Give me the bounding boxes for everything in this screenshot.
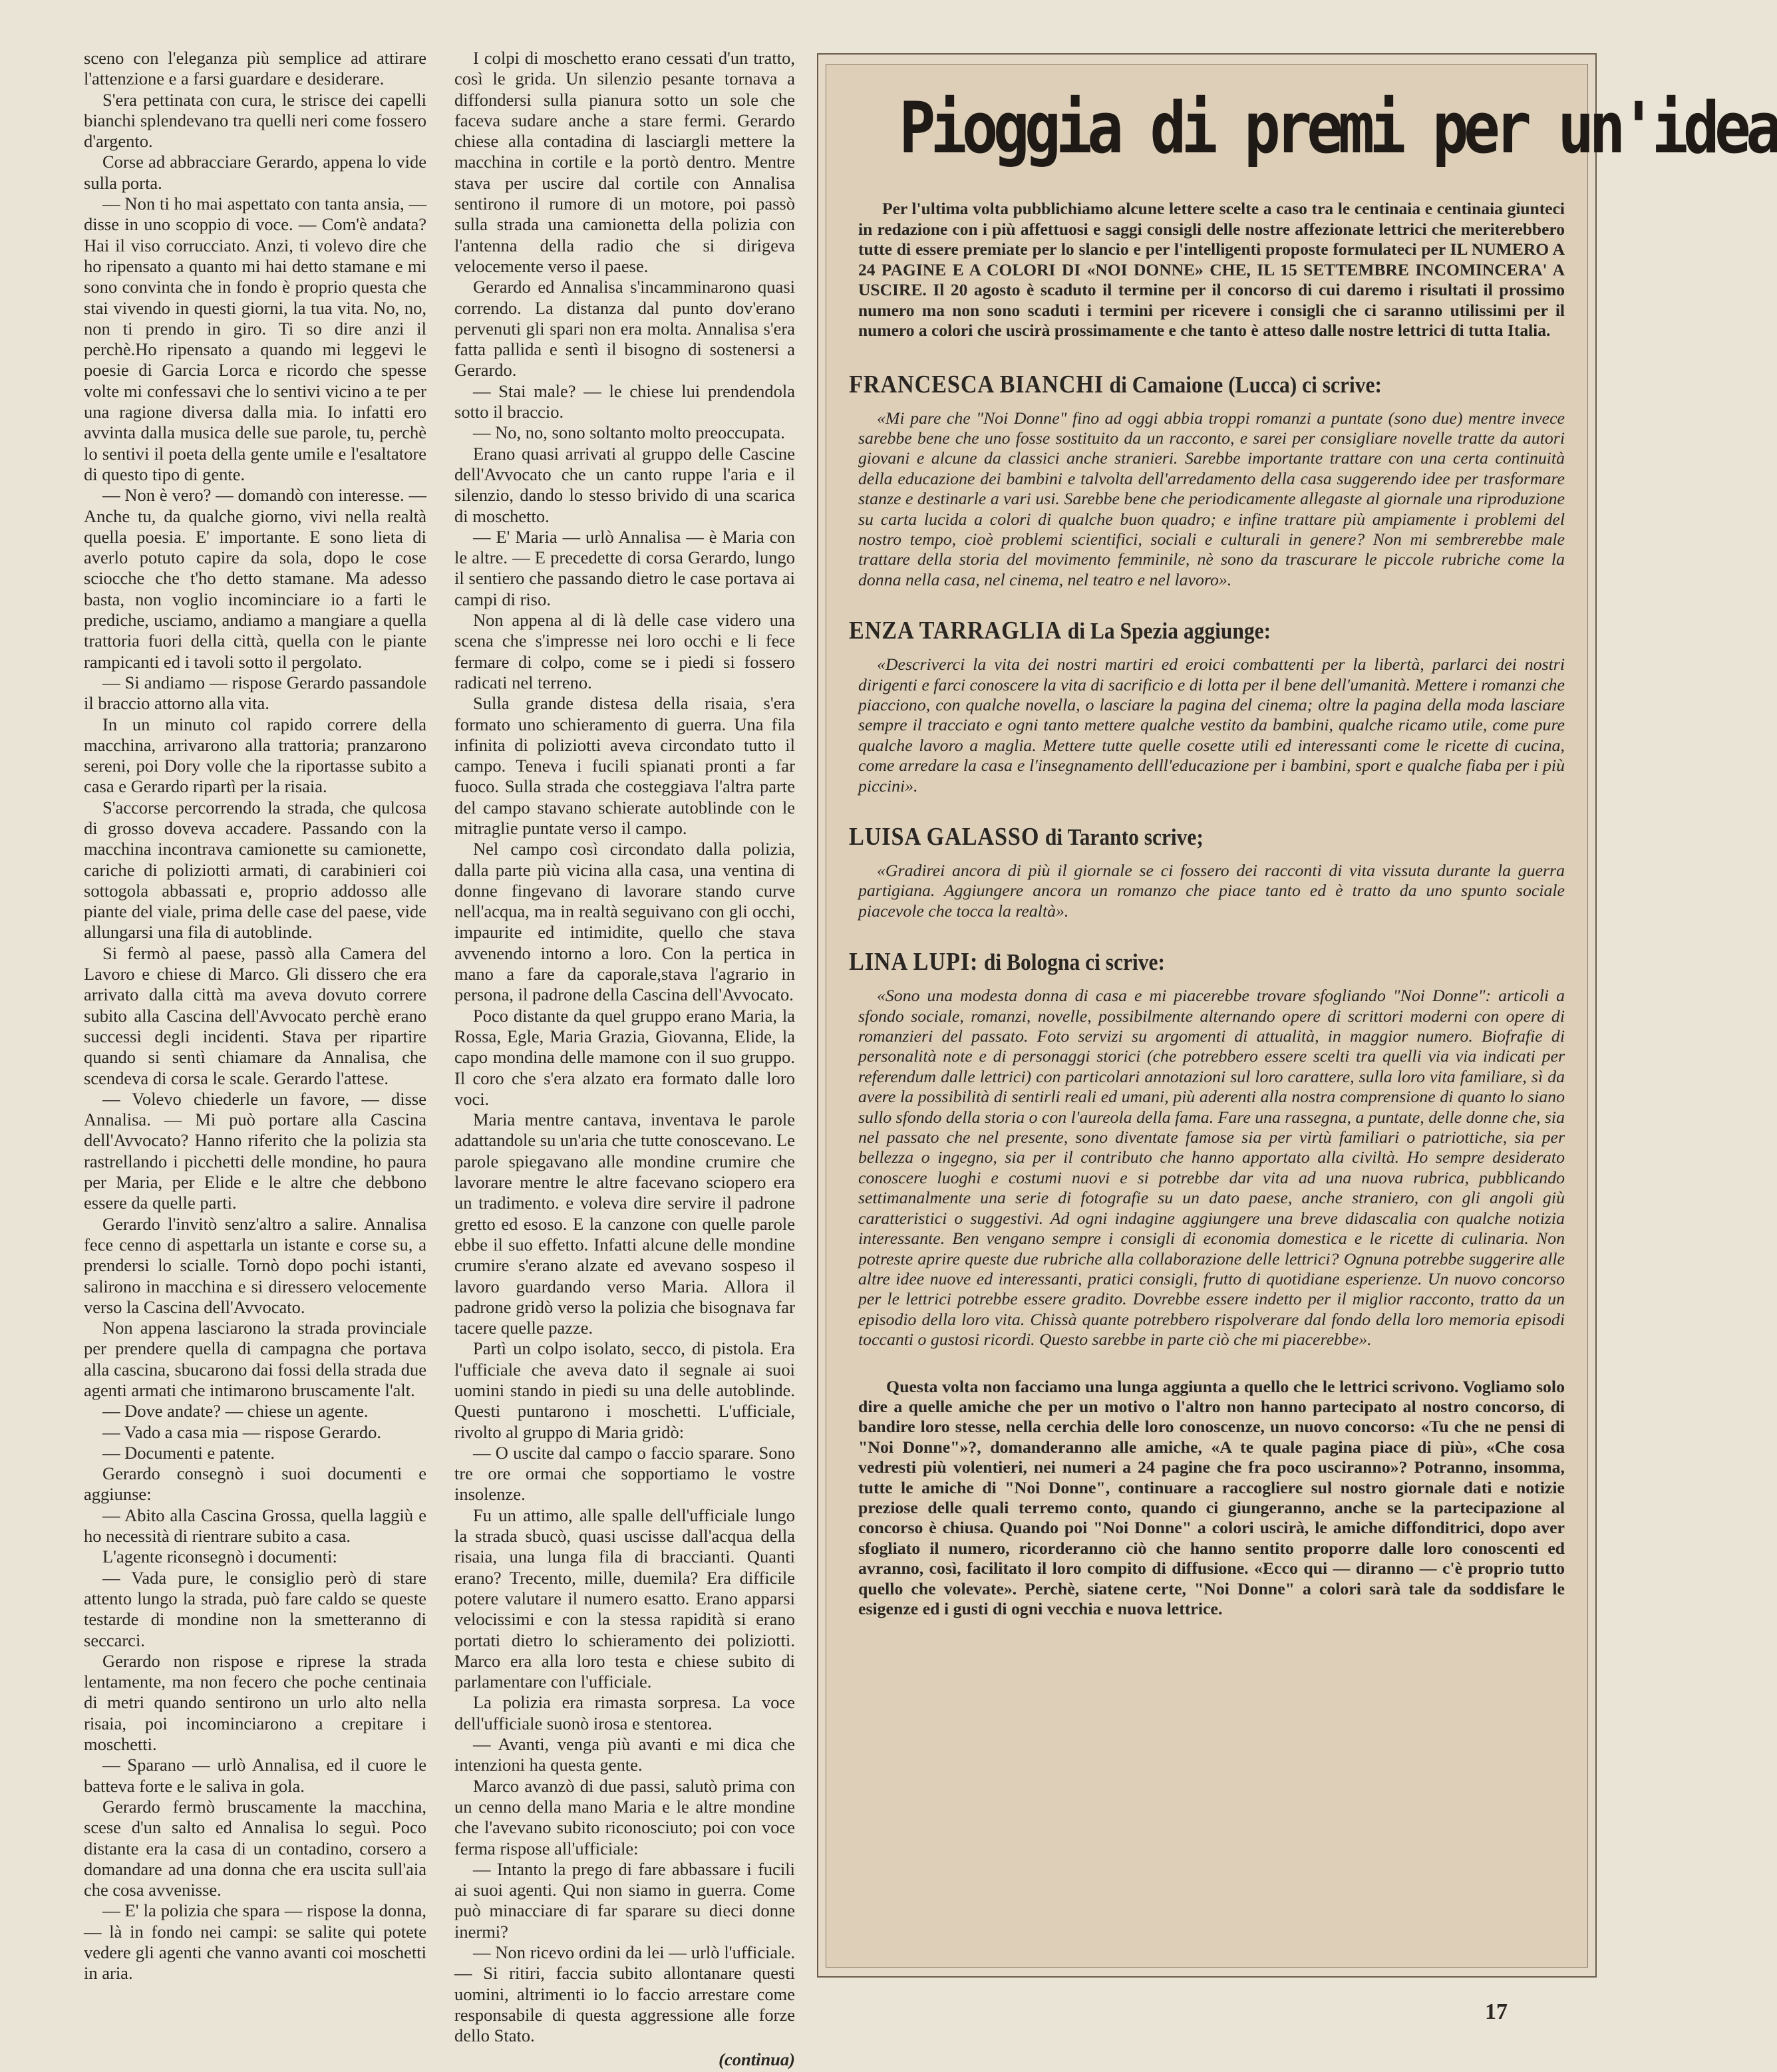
paragraph: L'agente riconsegnò i documenti: (102, 1547, 337, 1567)
paragraph: Nel campo così circondato dalla polizia, dalla parte più vicina alla casa, una ventina di donne fingevano di lavorare stando curve nell'acqua, ma in realtà seguivano con gli occhi, impaurite ed intimidite, quello che stava avvenendo intorno a loro. Con la pertica in mano a fare da caporale,stava l'agrario in persona, il padrone della Cascina dell'Avvocato. (454, 839, 795, 1005)
paragraph: S'accorse percorrendo la strada, che qulcosa di grosso doveva accadere. Passando con la macchina incontrava camionette su camionette, cariche di poliziotti armati, di carabinieri coi sottogola abbassati e, proprio addosso alle piante del viale, prima delle case del paese, vide allungarsi una fila di autoblinde. (84, 797, 426, 943)
paragraph: Non appena lasciarono la strada provinciale per prendere quella di campagna che portava alla cascina, sbucarono dai fossi della strada due agenti armati che intimarono bruscamente l'alt. (84, 1318, 426, 1400)
paragraph: — O uscite dal campo o faccio sparare. Sono tre ore ormai che sopportiamo le vostre insolenze. (454, 1442, 795, 1505)
letter-heading (849, 617, 1493, 645)
paragraph: — Documenti e patente. (102, 1442, 275, 1463)
letter-author: FRANCESCA BIANCHI (849, 370, 1104, 398)
paragraph: — E' Maria — urlò Annalisa — è Maria con le altre. — E precedette di corsa Gerardo, lungo il sentiero che passando dietro le case portava ai campi di riso. (454, 526, 795, 609)
paragraph: Maria mentre cantava, inventava le parole adattandole su un'aria che tutte conoscevano. Le parole spiegavano alle mondine crumire che lavorare mentre le altre facevano sciopero era un tradimento. e voleva dire servire il padrone gretto ed esoso. E la canzone con quelle parole ebbe il suo effetto. Infatti alcune delle mondine crumire s'erano alzate ed avevano sospeso il lavoro guardando verso Maria. Allora il padrone gridò verso la polizia che bisognava far tacere quelle pazze. (454, 1110, 795, 1338)
story-column-left (84, 48, 426, 1984)
paragraph: — Intanto la prego di fare abbassare i fucili ai suoi agenti. Qui non siamo in guerra. Come può minacciare di far sparare su dieci donne inermi? (454, 1858, 795, 1942)
paragraph: Gerardo consegnò i suoi documenti e aggiunse: (84, 1463, 426, 1505)
paragraph: — Si andiamo — rispose Gerardo passandole il braccio attorno alla vita. (84, 672, 426, 714)
letter-text: «Descriverci la vita dei nostri martiri ed eroici combattenti per la libertà, parlarci dei nostri dirigenti e farci conoscere la vita di sacrificio e di lotta per il bene dell'umanità. Mettere i romanzi che piacciono, con qualche novella, o lasciare la pagina del cinema; oltre la pagina della moda lasciare sempre il tracciato e ogni tanto mettere qualche vestito da bambini, qualche ricamo utile, come pure qualche lavoro a maglia. Mettere tutte quelle cosette utili ed interessanti come le ricette di cucina, come arredare la casa e l'insegnamento delll'educazione per i bambini, sport e qualche fiaba per i più piccini». (858, 655, 1565, 796)
letter-origin: di Bologna ci scrive: (983, 949, 1165, 976)
paragraph: La polizia era rimasta sorpresa. La voce dell'ufficiale suonò irosa e stentorea. (454, 1692, 795, 1733)
page-number: 17 (1485, 1999, 1508, 2024)
paragraph: — Vado a casa mia — rispose Gerardo. (102, 1421, 381, 1442)
paragraph: Fu un attimo, alle spalle dell'ufficiale lungo la strada sbucò, quasi uscisse dall'acqua della risaia, una lunga fila di braccianti. Quanti erano? Trecento, mille, duemila? Era difficile potere valutare il numero esatto. Erano apparsi velocissimi e con la stessa rapidità si erano portati dietro lo schieramento dei poliziotti. Marco era alla loro testa e chiese subito di parlamentare con l'ufficiale. (454, 1505, 795, 1692)
story-column-middle (454, 48, 795, 2070)
paragraph: Gerardo l'invitò senz'altro a salire. Annalisa fece cenno di aspettarla un istante e corse su, a prendersi lo scialle. Tornò dopo pochi istanti, salirono in macchina e si diressero velocemente verso la Cascina dell'Avvocato. (84, 1213, 426, 1317)
paragraph: S'era pettinata con cura, le strisce dei capelli bianchi splendevano tra quelli neri come fossero d'argento. (84, 89, 426, 152)
letter-heading (849, 823, 1493, 851)
feature-intro: Per l'ultima volta pubblichiamo alcune lettere scelte a caso tra le centinaia e centinaia giunteci in redazione con i più affettuosi e saggi consigli delle nostre affezionate lettrici che meriterebbero tutte di essere premiate per lo slancio e per l'intelligenti proposte formulateci per IL NUMERO A 24 PAGINE E A COLORI DI «NOI DONNE» CHE, IL 15 SETTEMBRE INCOMINCERA' A USCIRE. Il 20 agosto è scaduto il termine per il concorso di cui daremo i risultati il prossimo numero ma non sono scaduti i termini per ricevere i consigli che ci saranno utilissimi per il numero a colori che uscirà prossimamente e che tanto è atteso dalle nostre lettrici di tutta Italia. (858, 199, 1565, 340)
paragraph: — Avanti, venga più avanti e mi dica che intenzioni ha questa gente. (454, 1734, 795, 1775)
paragraph: — Sparano — urlò Annalisa, ed il cuore le batteva forte e le saliva in gola. (84, 1755, 426, 1796)
paragraph: — Stai male? — le chiese lui prendendola sotto il braccio. (454, 380, 795, 422)
paragraph: Poco distante da quel gruppo erano Maria, la Rossa, Egle, Maria Grazia, Giovanna, Elide, la capo mondina delle mamone con il suo gruppo. Il coro che s'era alzato era formato dalle loro voci. (454, 1005, 795, 1109)
paragraph: Sulla grande distesa della risaia, s'era formato uno schieramento di guerra. Una fila infinita di poliziotti aveva circondato tutto il campo. Teneva i fucili spianati pronti a far fuoco. Sulla strada che costeggiava l'altra parte del campo stavano schierate autoblinde con le mitraglie puntate verso il campo. (454, 693, 795, 838)
letter-text: «Mi pare che "Noi Donne" fino ad oggi abbia troppi romanzi a puntate (sono due) mentre invece sarebbe bene che uno fosse sostituito da un racconto, e sarei per consigliare novelle tratte da autori giovani e alcune da classici anche stranieri. Sarebbe importante trattare con una certa continuità della educazione dei bambini e talvolta dell'arredamento della casa suggerendo idee per trasformare stanze e destinarle a vari usi. Sarebbe bene che periodicamente allegaste al giornale una riproduzione su carta lucida a colori di qualche buon quadro; e infine trattare più ampiamente i problemi del nostro tempo, cioè problemi scientifici, sociali e culturali in genere? Non mi sembrerebbe male trattare della storia del movimento femminile, nè sono da trascurare le piccole rubriche come la donna nella casa, nel cinema, nel teatro e nel lavoro». (858, 408, 1565, 589)
feature-closing: Questa volta non facciamo una lunga aggiunta a quello che le lettrici scrivono. Vogliamo solo dire a quelle amiche che per un motivo o l'altro non hanno partecipato al nostro concorso, di bandire loro stesse, nella cerchia delle loro conoscenze, un nuovo concorso: «Tu che ne pensi di "Noi Donne"»?, domanderanno alle amiche, «A te quale pagina piace di più», «Che cosa vedresti più volentieri, nei numeri a 24 pagine che fra poco usciranno»? Potranno, insomma, tutte le amiche di "Noi Donne", continuare a raccogliere sul nostro giornale dati e notizie preziose delle quali terremo conto, quando ci giungeranno, anche se la partecipazione al concorso è chiusa. Quando poi "Noi Donne" a colori uscirà, le amiche diffonditrici, dopo aver sfogliato il numero, ricorderanno ciò che hanno sentito proporre dalle loro conoscenti ed avranno, così, facilitato il loro compito di diffusione. «Ecco qui — diranno — c'è proprio tutto quello che volevate». Perchè, siatene certe, "Noi Donne" a colori sarà tale da soddisfare le esigenze ed i gusti di ogni vecchia e nuova lettrice. (858, 1376, 1565, 1618)
paragraph: Partì un colpo isolato, secco, di pistola. Era l'ufficiale che aveva dato il segnale ai suoi uomini stando in piedi su una delle autoblinde. Questi puntarono i moschetti. L'ufficiale, rivolto al gruppo di Maria gridò: (454, 1338, 795, 1442)
paragraph: — Abito alla Cascina Grossa, quella laggiù e ho necessità di rientrare subito a casa. (84, 1505, 426, 1547)
paragraph: — Vada pure, le consiglio però di stare attento lungo la strada, può fare caldo se queste testarde di mondine non la smetteranno di seccarci. (84, 1567, 426, 1650)
feature-box (826, 64, 1777, 1968)
paragraph: — Volevo chiederle un favore, — disse Annalisa. — Mi può portare alla Cascina dell'Avvocato? Hanno riferito che la polizia sta rastrellando i picchetti delle mondine, ho paura per Maria, per Elide e le altre che debbono essere da quelle parti. (84, 1088, 426, 1213)
paragraph: — No, no, sono soltanto molto preoccupata. (473, 422, 785, 443)
paragraph: Gerardo fermò bruscamente la macchina, scese d'un salto ed Annalisa lo seguì. Poco distante era la casa di un contadino, corsero a domandare ad una donna che era uscita sull'aia che cosa avvenisse. (84, 1796, 426, 1900)
paragraph: I colpi di moschetto erano cessati d'un tratto, così le grida. Un silenzio pesante tornava a diffondersi sulla pianura sotto un sole che faceva sudare anche a stare fermi. Gerardo chiese alla contadina di lasciargli mettere la macchina in cortile e la portò dentro. Mentre stava per uscire dal cortile con Annalisa sentirono il rumore di un motore, poi passò sulla strada una camionetta della polizia con l'antenna della radio che si dirigeva velocemente verso il paese. (454, 48, 795, 276)
paragraph: Gerardo non rispose e riprese la strada lentamente, ma non fecero che poche centinaia di metri quando sentirono un urlo alto nella risaia, poi incominciarono a crepitare i moschetti. (84, 1650, 426, 1755)
letter-origin: di Taranto scrive; (1045, 824, 1204, 850)
letter-author: ENZA TARRAGLIA (849, 617, 1062, 645)
paragraph: Si fermò al paese, passò alla Camera del Lavoro e chiese di Marco. Gli dissero che era arrivato dalla città ma aveva dovuto correre subito alla Cascina dell'Avvocato perchè erano successi degli incidenti. Stava per ripartire quando si sentì chiamare da Annalisa, che scendeva di corsa le scale. Gerardo l'attese. (84, 943, 426, 1088)
paragraph: Corse ad abbracciare Gerardo, appena lo vide sulla porta. (84, 152, 426, 193)
paragraph: — Non ricevo ordini da lei — urlò l'ufficiale. — Si ritiri, faccia subito allontanare questi uomini, altrimenti io lo faccio arrestare come responsabile di questa aggressione alle forze dello Stato. (454, 1942, 795, 2046)
paragraph: — E' la polizia che spara — rispose la donna, — là in fondo nei campi: se salite qui potete vedere gli agenti che vanno avanti coi moschetti in aria. (84, 1900, 426, 1984)
letter-heading (849, 948, 1493, 976)
letter-author: LUISA GALASSO (849, 823, 1040, 851)
feature-title: Pioggia di premi per un'idea (899, 87, 1777, 169)
letter-heading (849, 370, 1493, 399)
paragraph: Erano quasi arrivati al gruppo delle Cascine dell'Avvocato che un canto ruppe l'aria e il silenzio, dando lo stesso brivido di una scarica di moschetto. (454, 443, 795, 526)
letter-text: «Sono una modesta donna di casa e mi piacerebbe trovare sfogliando "Noi Donne": articoli a sfondo sociale, romanzi, novelle, possibilmente alternando opere di scrittori moderni con opere di romanzieri del passato. Foto servizi su argomenti di attualità, in maggior numero. Biofrafie di personalità note e di personaggi storici (che potrebbero essere scelti tra quelli via via indicati per referendum dalle lettrici) con particolari annotazioni sul loro carattere, sulla loro vita familiare, sì da avere la possibilità di sentirli reali ed umani, più aderenti alla nostra comprensione di quanto lo siano sullo sfondo della storia o con l'aureola della fama. Fare una rassegna, a puntate, delle donne che, sia nel passato che nel presente, sono diventate famose sia per virtù familiari o patriottiche, sia per bellezza o ingegno, sia per il contributo che hanno apportato alla civiltà. Ho sempre desiderato conoscere luoghi e costumi nuovi e si potrebbe dar vita ad una nuova rubrica, pubblicando settimanalmente una serie di fotografie su un dato paese, anche straniero, con gli angoli giù caratteristici o suggestivi. Ad ogni indagine aggiungere una breve didascalia con qualche notizia interessante. Ben vengano sempre i consigli di economia domestica e le ricette di culinaria. Non potreste aprire queste due rubriche alla collaborazione delle lettrici? Ognuna potrebbe suggerire alle altre idee nuove ed interessanti, pratici consigli, frutto di quotidiane esperienze. Un nuovo concorso per le lettrici potrebbe essere gradito. Dovrebbe essere indetto per il miglior racconto, tratto da un episodio della loro vita. Chissà quante potrebbero rispolverare dal fondo della loro memoria episodi toccanti o gustosi ricordi. Questo sarebbe in parte ciò che mi piacerebbe». (858, 986, 1565, 1350)
paragraph: — Non è vero? — domandò con interesse. — Anche tu, da qualche giorno, vivi nella realtà quella poesia. E' importante. E sono lieta di averlo potuto capire da sola, dopo le cose sciocche che t'ho detto stamane. Ma adesso basta, non voglio incominciare io a farti le prediche, usciamo, andiamo a mangiare a quella trattoria fuori della città, quella con le piante rampicanti ed i tavoli sotto il pergolato. (84, 485, 426, 672)
paragraph: — Non ti ho mai aspettato con tanta ansia, — disse in uno scoppio di voce. — Com'è andata? Hai il viso corrucciato. Anzi, ti volevo dire che ho ripensato a quanto mi hai detto stamane e mi sono convinta che in fondo è proprio questa che stai vivendo in questi giorni, la tua vita. No, no, non ti prendo in giro. Ti so dire anzi il perchè.Ho ripensato a quando mi leggevi le poesie di Garcia Lorca e ricordo che spesse volte mi confessavi che lo sentivi vicino a te per una ragione diversa dalla mia. Io infatti ero avvinta dalla musica delle sue parole, tu, perchè lo sentivi il poeta della gente umile e l'esaltatore di questo tipo di gente. (84, 194, 426, 484)
paragraph: sceno con l'eleganza più semplice ad attirare l'attenzione e a farsi guardare e desiderare. (84, 48, 426, 89)
paragraph: Gerardo ed Annalisa s'incamminarono quasi correndo. La distanza dal punto dov'erano pervenuti gli spari non era molta. Annalisa s'era fatta pallida e sentì il bisogno di sostenersi a Gerardo. (454, 277, 795, 380)
continued-label: (continua) (719, 2049, 795, 2069)
letter-text: «Gradirei ancora di più il giornale se ci fossero dei racconti di vita vissuta durante la guerra partigiana. Aggiungere ancora un romanzo che piace tanto ed è tratto da uno spunto sociale piacevole che tocca la realtà». (858, 861, 1565, 921)
paragraph: Marco avanzò di due passi, salutò prima con un cenno della mano Maria e le altre mondine che l'avevano subito riconosciuto; poi con voce ferma rispose all'ufficiale: (454, 1775, 795, 1858)
paragraph: — Dove andate? — chiese un agente. (102, 1401, 369, 1421)
letter-origin: di Camaione (Lucca) ci scrive: (1109, 371, 1382, 398)
paragraph: In un minuto col rapido correre della macchina, arrivarono alla trattoria; pranzarono sereni, poi Dory volle che la riportasse subito a casa e Gerardo ripartì per la risaia. (84, 714, 426, 797)
paragraph: Non appena al di là delle case videro una scena che s'impresse nei loro occhi e li fece fermare di colpo, come se i piedi si fossero radicati nel terreno. (454, 610, 795, 692)
letter-origin: di La Spezia aggiunge: (1067, 618, 1271, 645)
letter-author: LINA LUPI: (849, 948, 979, 976)
